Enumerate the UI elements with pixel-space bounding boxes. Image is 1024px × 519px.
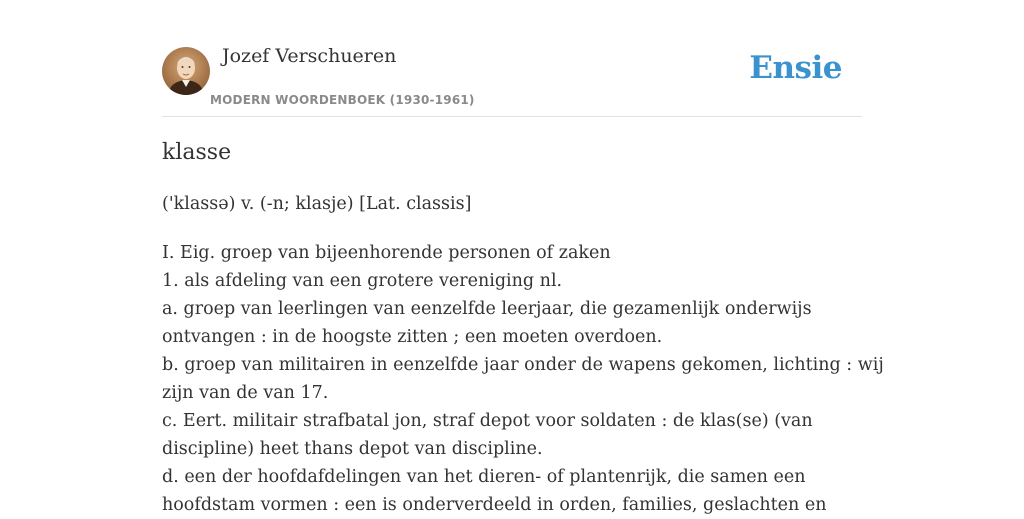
source-label[interactable]: MODERN WOORDENBOEK (1930-1961) xyxy=(210,93,475,107)
definition-line: ontvangen : in de hoogste zitten ; een moeten overdoen. xyxy=(162,327,663,347)
page xyxy=(162,0,884,515)
definition-line: a. groep van leerlingen van eenzelfde leerjaar, die gezamenlijk onderwijs xyxy=(162,299,812,319)
ensie-logo[interactable]: Ensie xyxy=(749,50,842,86)
definition-line: 1. als afdeling van een grotere vereniging nl. xyxy=(162,271,563,291)
definition-line: hoofdstam vormen : een is onderverdeeld in orden, families, geslachten en xyxy=(162,495,827,515)
definition-line: I. Eig. groep van bijeenhorende personen of zaken xyxy=(162,243,611,263)
definition-line: zijn van de van 17. xyxy=(162,383,329,403)
header xyxy=(162,0,862,117)
definition-line: discipline) heet thans depot van discipline. xyxy=(162,439,543,459)
avatar-portrait-icon xyxy=(162,47,210,95)
definition-line: b. groep van militairen in eenzelfde jaar onder de wapens gekomen, lichting : wij xyxy=(162,355,884,375)
definition-text xyxy=(162,239,884,519)
pronunciation: ('klassə) v. (-n; klasje) [Lat. classis] xyxy=(162,194,472,214)
definition-line: d. een der hoofdafdelingen van het dieren- of plantenrijk, die samen een xyxy=(162,467,806,487)
definition-line: c. Eert. militair strafbatal jon, straf depot voor soldaten : de klas(se) (van xyxy=(162,411,813,431)
author-avatar[interactable] xyxy=(162,47,210,95)
headword: klasse xyxy=(162,140,232,165)
author-name[interactable]: Jozef Verschueren xyxy=(222,45,397,67)
